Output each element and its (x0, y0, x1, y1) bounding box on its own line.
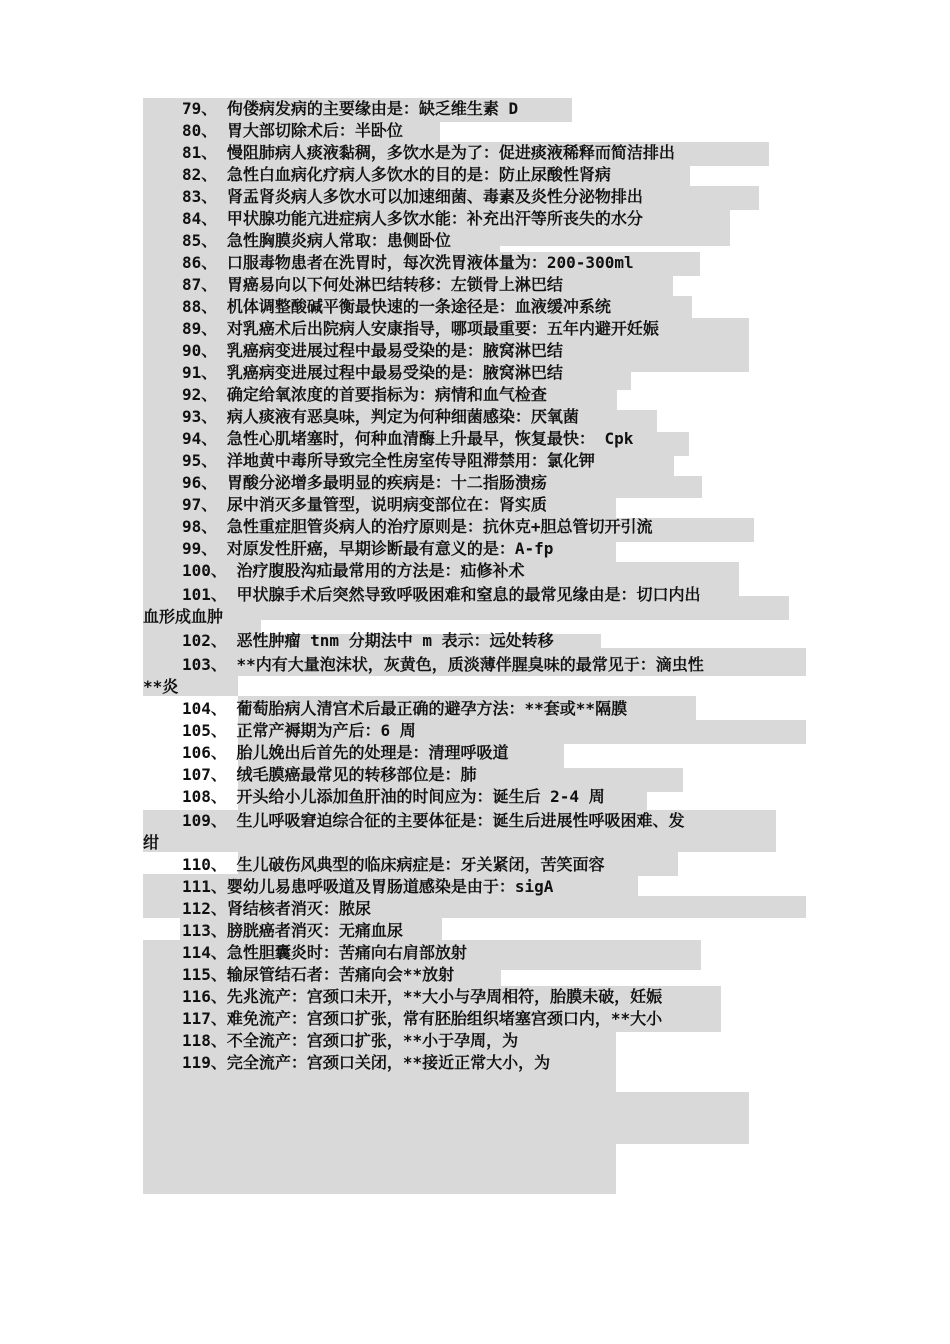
list-item: 85、 急性胸膜炎病人常取：患侧卧位 (182, 231, 451, 250)
list-item: 110、 生儿破伤风典型的临床病症是：牙关紧闭，苦笑面容 (182, 855, 605, 874)
list-item-continuation: 绀 (143, 833, 160, 852)
list-item: 79、 佝偻病发病的主要缘由是：缺乏维生素 D (182, 99, 519, 118)
list-item: 105、 正常产褥期为产后：6 周 (182, 721, 416, 740)
list-item: 101、 甲状腺手术后突然导致呼吸困难和窒息的最常见缘由是：切口内出 (182, 585, 701, 604)
list-item: 82、 急性白血病化疗病人多饮水的目的是：防止尿酸性肾病 (182, 165, 611, 184)
list-item: 81、 慢阻肺病人痰液黏稠，多饮水是为了：促进痰液稀释而简洁排出 (182, 143, 675, 162)
list-item: 88、 机体调整酸碱平衡最快速的一条途径是：血液缓冲系统 (182, 297, 611, 316)
list-item: 109、 生儿呼吸窘迫综合征的主要体征是：诞生后进展性呼吸困难、发 (182, 811, 685, 830)
list-item: 84、 甲状腺功能亢进症病人多饮水能：补充出汗等所丧失的水分 (182, 209, 643, 228)
list-item: 108、 开头给小儿添加鱼肝油的时间应为：诞生后 2-4 周 (182, 787, 605, 806)
list-item: 89、 对乳癌术后出院病人安康指导，哪项最重要：五年内避开妊娠 (182, 319, 659, 338)
list-item: 106、 胎儿娩出后首先的处理是：清理呼吸道 (182, 743, 509, 762)
shade-block (143, 1092, 749, 1144)
list-item: 107、 绒毛膜癌最常见的转移部位是：肺 (182, 765, 477, 784)
shade-block (576, 1142, 616, 1168)
list-item-continuation: **炎 (143, 677, 179, 696)
list-item: 114、急性胆囊炎时：苦痛向右肩部放射 (182, 943, 467, 962)
list-item: 87、 胃癌易向以下何处淋巴结转移：左锁骨上淋巴结 (182, 275, 563, 294)
list-item: 113、膀胱癌者消灭：无痛血尿 (182, 921, 403, 940)
list-item: 117、难免流产：宫颈口扩张，常有胚胎组织堵塞宫颈口内，**大小 (182, 1009, 663, 1028)
list-item: 104、 葡萄胎病人清宫术后最正确的避孕方法：**套或**隔膜 (182, 699, 628, 718)
list-item: 97、 尿中消灭多量管型，说明病变部位在：肾实质 (182, 495, 547, 514)
list-item: 118、不全流产：宫颈口扩张，**小于孕周，为 (182, 1031, 519, 1050)
list-item: 116、先兆流产：宫颈口未开，**大小与孕周相符，胎膜未破，妊娠 (182, 987, 663, 1006)
list-item: 86、 口服毒物患者在洗胃时，每次洗胃液体量为：200-300ml (182, 253, 634, 272)
list-item: 80、 胃大部切除术后：半卧位 (182, 121, 403, 140)
list-item: 96、 胃酸分泌增多最明显的疾病是：十二指肠溃疡 (182, 473, 547, 492)
list-item: 99、 对原发性肝癌，早期诊断最有意义的是：A-fp (182, 539, 554, 558)
list-item: 119、完全流产：宫颈口关闭，**接近正常大小，为 (182, 1053, 551, 1072)
list-item: 102、 恶性肿瘤 tnm 分期法中 m 表示：远处转移 (182, 631, 554, 650)
list-item: 94、 急性心肌堵塞时，何种血清酶上升最早，恢复最快： Cpk (182, 429, 634, 448)
shade-block (143, 1142, 576, 1194)
list-item-continuation: 血形成血肿 (143, 607, 224, 626)
list-item: 90、 乳癌病变进展过程中最易受染的是：腋窝淋巴结 (182, 341, 563, 360)
list-item: 111、婴幼儿易患呼吸道及胃肠道感染是由于：sigA (182, 877, 554, 896)
list-item: 112、肾结核者消灭：脓尿 (182, 899, 371, 918)
shade-block (576, 1168, 616, 1194)
list-item: 103、 **内有大量泡沫状，灰黄色，质淡薄伴腥臭味的最常见于：滴虫性 (182, 655, 704, 674)
list-item: 100、 治疗腹股沟疝最常用的方法是：疝修补术 (182, 561, 525, 580)
list-item: 93、 病人痰液有恶臭味，判定为何种细菌感染：厌氧菌 (182, 407, 579, 426)
list-item: 83、 肾盂肾炎病人多饮水可以加速细菌、毒素及炎性分泌物排出 (182, 187, 643, 206)
list-item: 92、 确定给氧浓度的首要指标为：病情和血气检查 (182, 385, 547, 404)
list-item: 115、输尿管结石者：苦痛向会**放射 (182, 965, 455, 984)
list-item: 98、 急性重症胆管炎病人的治疗原则是：抗休克+胆总管切开引流 (182, 517, 653, 536)
list-item: 95、 洋地黄中毒所导致完全性房室传导阻滞禁用：氯化钾 (182, 451, 595, 470)
list-item: 91、 乳癌病变进展过程中最易受染的是：腋窝淋巴结 (182, 363, 563, 382)
